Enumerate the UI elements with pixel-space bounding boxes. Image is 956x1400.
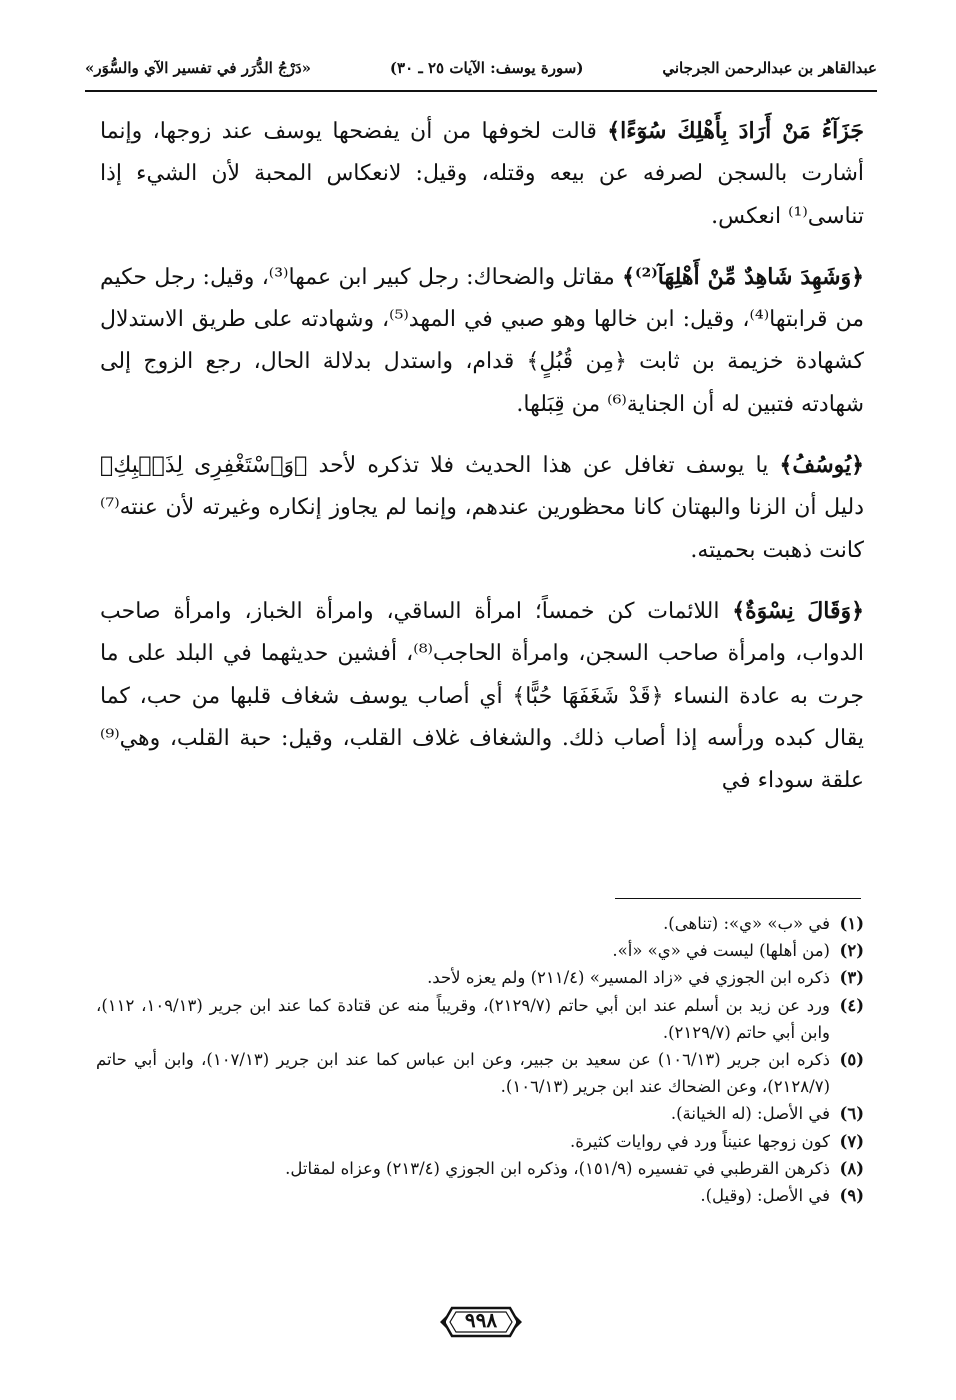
paragraph [100, 444, 864, 572]
footnote-item [96, 964, 864, 991]
footnote-divider [615, 898, 861, 899]
paragraph [100, 256, 864, 426]
footnote-number: (٣) [839, 968, 864, 988]
footnote-number: (١) [839, 914, 864, 933]
footnote-number: (٤) [839, 995, 864, 1015]
quran-quote: جَزَآءُ مَنْ أَرَادَ بِأَهْلِكَ سُوٓءًا﴾ [607, 118, 864, 144]
paragraph-text: مقاتل والضحاك: رجل كبير ابن عمها⁽³⁾، وقيل: رجل حكيم من قرابتها⁽⁴⁾، وقيل: ابن خالها وهو صبي في المهد⁽⁵⁾، وشهادته على طريق الاستدلال كشهادة خزيمة بن ثابت ﴿مِن قُبُلٍ﴾ قدام، واستدل بدلالة الحال، رجع الزوج إلى شهادته فتبين له أن الجناية⁽⁶⁾ من قِبَلها. [100, 264, 864, 417]
paragraph-text: قالت لخوفها من أن يفضحها يوسف عند زوجها، وإنما أشارت بالسجن لصرفه عن بيعه وقتله، وقيل: لانعكاس المحبة لأن الشيء إذا تناسى⁽¹⁾ انعكس. [100, 119, 864, 229]
header-author: عبدالقاهر بن عبدالرحمن الجرجاني [662, 59, 877, 77]
footnote-text: ذكره ابن جرير (١٠٦/١٣) عن سعيد بن جبير، وعن ابن عباس كما عند ابن جرير (١٠٧/١٣)، وابن أبي حاتم (٢١٢٨/٧)، وعن الضحاك عند ابن جرير (١٠٦/١٣). [96, 1050, 830, 1097]
footnote-item [96, 992, 864, 1046]
paragraph [100, 590, 864, 802]
footnote-number: (٧) [839, 1131, 864, 1151]
footnote-item [96, 1046, 864, 1100]
footnote-item [96, 1128, 864, 1155]
footnote-text: في «ب» «ي»: (تناهى). [663, 914, 830, 933]
footnote-item [96, 910, 864, 937]
header-section: (سورة يوسف: الآيات ٢٥ ـ ٣٠) [389, 59, 584, 77]
footnote-text: كون زوجها عنيناً ورد في روايات كثيرة. [570, 1131, 830, 1151]
footnote-item [96, 1100, 864, 1127]
running-header [85, 48, 877, 88]
paragraph-text: يا يوسف تغافل عن هذا الحديث فلا تذكره لأحد ﴿وَٱسْتَغْفِرِى لِذَنۢبِكِ﴾ دليل أن الزنا والبهتان كانا محظورين عندهم، وإنما لم يجاوز إنكاره وغيرته لأن عنته⁽⁷⁾ كانت ذهبت بحميته. [100, 453, 864, 563]
main-text [100, 110, 864, 820]
footnote-text: ورد عن زيد بن أسلم عند ابن أبي حاتم (٢١٢٩/٧)، وقريباً منه عن قتادة كما عند ابن جرير (١٠٩/١٣، ١١٢)، وابن أبي حاتم (٢١٢٩/٧). [96, 995, 830, 1042]
quran-quote: ﴿وَقَالَ نِسْوَةٌ﴾ [732, 597, 864, 624]
footnote-number: (٩) [839, 1186, 864, 1206]
paragraph-text: اللائمات كن خمساً؛ امرأة الساقي، وامرأة الخباز، وامرأة صاحب الدواب، وامرأة صاحب السجن، وامرأة الحاجب⁽⁸⁾، أفشين حديثهما في البلد على ما جرت به عادة النساء ﴿قَدْ شَغَفَهَا حُبًّا﴾ أي أصاب يوسف شغاف قلبها من حب، كما يقال كبده ورأسه إذا أصاب ذلك. والشغاف غلاف القلب، وقيل: حبة القلب، وهي⁽⁹⁾ علقة سوداء في [100, 598, 865, 794]
footnote-text: في الأصل: (له الخيانة). [670, 1104, 830, 1124]
footnote-text: في الأصل: (وقيل). [700, 1186, 830, 1206]
header-book-title: «دَرْجُ الدُّرَر في تفسير الآي والسُّوَر» [85, 59, 312, 77]
quran-quote: ﴿وَشَهِدَ شَاهِدٌ مِّنْ أَهْلِهَآ⁽²⁾﴾ [622, 263, 865, 290]
header-divider [85, 90, 877, 92]
footnote-item [96, 1155, 864, 1182]
footnote-number: (٥) [839, 1050, 864, 1070]
footnote-number: (٢) [839, 941, 864, 961]
page-number-ornament [438, 1302, 524, 1342]
footnote-item [96, 1182, 864, 1209]
quran-quote: ﴿يُوسُفُ﴾ [779, 452, 865, 479]
footnote-text: ذكره ابن الجوزي في «زاد المسير» (٢١١/٤) ولم يعزه لأحد. [427, 968, 830, 988]
paragraph [100, 110, 864, 238]
footnote-number: (٨) [839, 1158, 864, 1178]
page-number: ٩٩٨ [464, 1308, 498, 1332]
footnote-item [96, 937, 864, 964]
footnote-text: (من أهلها) ليست في «ي» «أ». [612, 941, 830, 961]
footnote-text: ذكرهن القرطبي في تفسيره (١٥١/٩)، وذكره ابن الجوزي (٢١٣/٤) وعزاه لمقاتل. [285, 1158, 830, 1178]
footnotes [96, 910, 864, 1209]
footnote-number: (٦) [839, 1104, 864, 1124]
